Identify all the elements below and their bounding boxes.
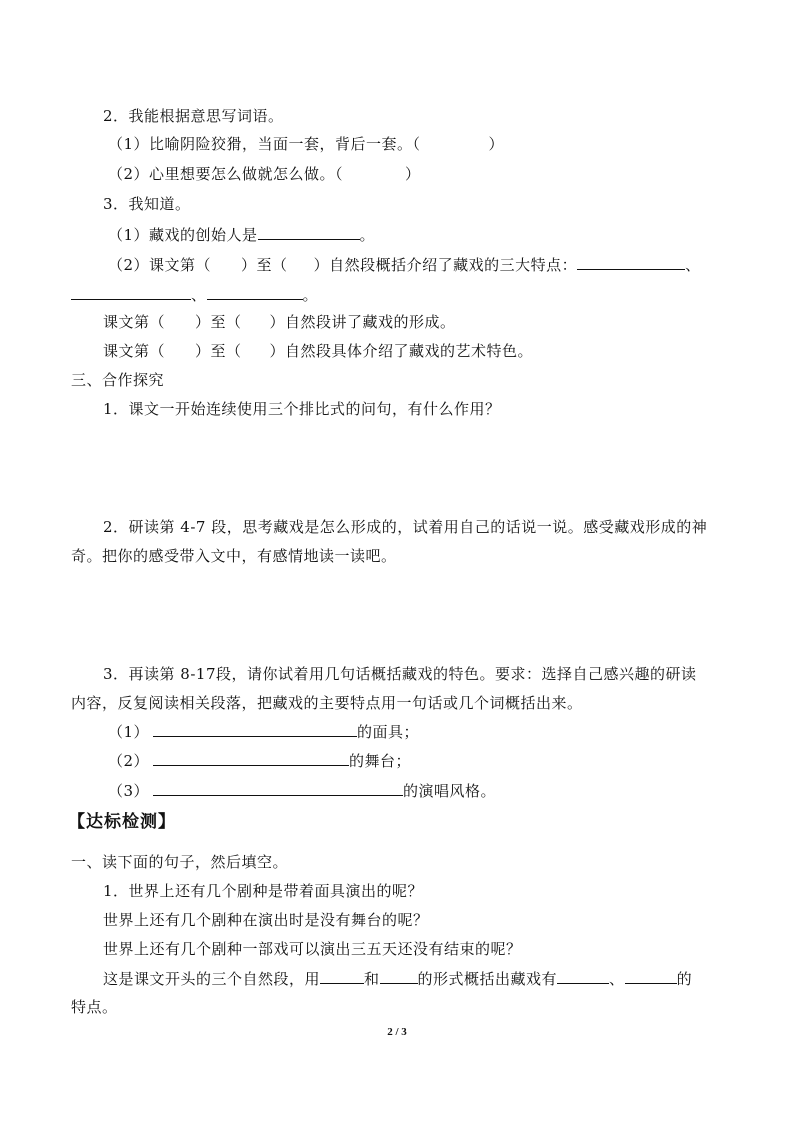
label: （2） bbox=[108, 752, 150, 770]
q3-item-2 bbox=[108, 254, 701, 275]
answer-blank[interactable] bbox=[577, 254, 685, 270]
punct: 。 bbox=[359, 226, 376, 244]
test-line-1: 1．世界上还有几个剧种是带着面具演出的呢？ bbox=[103, 882, 424, 900]
text: ）自然段具体介绍了藏戏的艺术特色。 bbox=[269, 342, 534, 360]
section-3-heading: 三、合作探究 bbox=[71, 371, 165, 389]
answer-blank[interactable] bbox=[380, 968, 418, 984]
label: （3） bbox=[108, 782, 150, 800]
s3-question-3-line-1: 3．再读第 8-17段，请你试着用几句话概括藏戏的特色。要求：选择自己感兴趣的研读 bbox=[103, 665, 697, 683]
answer-blank[interactable] bbox=[153, 721, 357, 737]
test-line-5: 特点。 bbox=[71, 998, 118, 1016]
text: ）至（ bbox=[195, 313, 242, 331]
punct: 、 bbox=[685, 256, 701, 274]
q3-item-2-cont bbox=[71, 284, 318, 305]
text: ）自然段讲了藏戏的形成。 bbox=[269, 313, 456, 331]
text: 的面具； bbox=[357, 723, 420, 741]
test-line-3: 世界上还有几个剧种一部戏可以演出三五天还没有结束的呢？ bbox=[103, 940, 522, 958]
answer-blank[interactable] bbox=[153, 780, 403, 796]
s3-question-2-line-2: 奇。把你的感受带入文中，有感情地读一读吧。 bbox=[71, 547, 397, 565]
text: 课文第（ bbox=[103, 342, 166, 360]
text: 的 bbox=[676, 970, 693, 988]
text: ）自然段概括介绍了藏戏的三大特点： bbox=[313, 256, 578, 274]
test-line-4 bbox=[103, 968, 692, 989]
q2-item-2-text: （2）心里想要怎么做就怎么做。（ bbox=[108, 165, 344, 183]
answer-blank[interactable] bbox=[557, 968, 609, 984]
text: 的形式概括出藏戏有 bbox=[417, 970, 558, 988]
q3-item-3 bbox=[103, 312, 456, 332]
answer-blank[interactable] bbox=[71, 284, 191, 300]
s3-item-2 bbox=[108, 750, 411, 771]
test-line-2: 世界上还有几个剧种在演出时是没有舞台的呢？ bbox=[103, 911, 429, 929]
s3-question-2-line-1: 2．研读第 4-7 段，思考藏戏是怎么形成的，试着用自己的话说一说。感受藏戏形成的神 bbox=[103, 518, 708, 536]
text: ）至（ bbox=[241, 256, 288, 274]
s3-item-1 bbox=[108, 721, 419, 742]
answer-blank[interactable] bbox=[207, 284, 303, 300]
s3-question-3-line-2: 内容，反复阅读相关段落，把藏戏的主要特点用一句话或几个词概括出来。 bbox=[71, 694, 583, 712]
punct: 、 bbox=[609, 970, 625, 988]
q3-title: 3．我知道。 bbox=[103, 195, 191, 213]
answer-blank[interactable] bbox=[625, 968, 677, 984]
text: （2）课文第（ bbox=[108, 256, 212, 274]
section-4-heading: 一、读下面的句子，然后填空。 bbox=[71, 853, 289, 871]
close-paren: ） bbox=[405, 165, 421, 183]
close-paren: ） bbox=[488, 135, 505, 153]
q2-title: 2．我能根据意思写词语。 bbox=[103, 107, 284, 125]
page-number: 2 / 3 bbox=[387, 1026, 407, 1038]
q2-item-1 bbox=[108, 134, 504, 154]
answer-blank[interactable] bbox=[153, 750, 349, 766]
q3-item-4 bbox=[103, 341, 533, 361]
s3-question-1: 1．课文一开始连续使用三个排比式的问句，有什么作用？ bbox=[103, 400, 501, 418]
q2-item-2 bbox=[108, 164, 421, 184]
text: 的舞台； bbox=[349, 752, 412, 770]
answer-blank[interactable] bbox=[320, 968, 364, 984]
text: ）至（ bbox=[195, 342, 242, 360]
s3-item-3 bbox=[108, 780, 496, 801]
q3-item-1-text: （1）藏戏的创始人是 bbox=[108, 226, 258, 244]
text: 的演唱风格。 bbox=[403, 782, 497, 800]
text: 和 bbox=[364, 970, 380, 988]
punct: 、 bbox=[191, 286, 207, 304]
text: 这是课文开头的三个自然段，用 bbox=[103, 970, 321, 988]
text: 课文第（ bbox=[103, 313, 166, 331]
answer-blank[interactable] bbox=[258, 224, 360, 240]
label: （1） bbox=[108, 723, 150, 741]
q2-item-1-text: （1）比喻阴险狡猾，当面一套，背后一套。（ bbox=[108, 135, 421, 153]
section-title-test: 【达标检测】 bbox=[68, 812, 176, 832]
punct: 。 bbox=[302, 286, 319, 304]
q3-item-1 bbox=[108, 224, 375, 245]
